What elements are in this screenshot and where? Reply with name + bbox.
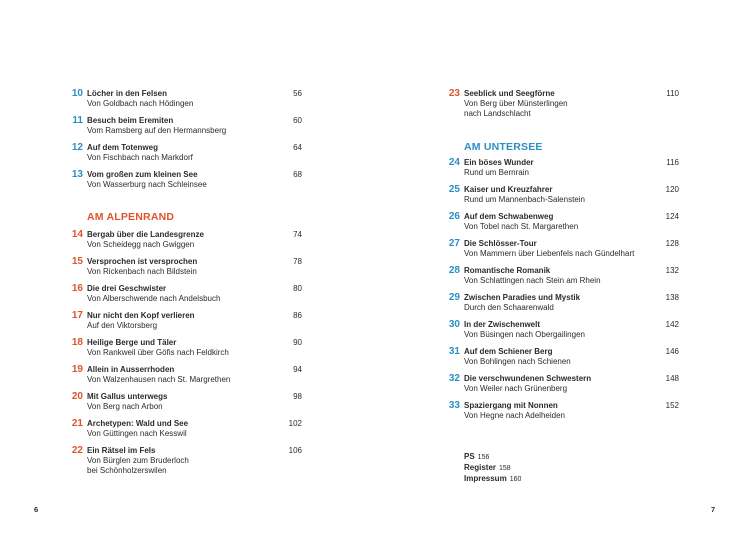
entry-number: 20	[71, 391, 83, 402]
entry-number: 11	[72, 115, 83, 126]
extra-entry-impressum	[464, 474, 521, 485]
entry-title: Ein böses Wunder	[464, 158, 534, 167]
entry-route-continued: nach Landschlacht	[464, 109, 531, 118]
entry-title: Löcher in den Felsen	[87, 89, 168, 98]
entry-number: 24	[448, 157, 460, 168]
entry-page: 68	[293, 170, 302, 179]
entry-page: 64	[293, 143, 302, 152]
entry-title: Romantische Romanik	[464, 266, 551, 275]
entry-number: 23	[448, 88, 460, 99]
entry-route: Von Mammern über Liebenfels nach Gündelhart	[464, 249, 635, 258]
entry-title: Ein Rätsel im Fels	[87, 446, 156, 455]
entry-title: Die drei Geschwister	[87, 284, 167, 293]
entry-route: Von Hegne nach Adelheiden	[464, 411, 565, 420]
entry-route: Von Bürglen zum Bruderloch	[87, 456, 189, 465]
entry-route: Von Goldbach nach Hödingen	[87, 99, 194, 108]
entry-number: 18	[71, 337, 83, 348]
entry-number: 12	[71, 142, 83, 153]
entry-route: Von Schlattingen nach Stein am Rhein	[464, 276, 601, 285]
entry-number: 13	[71, 169, 83, 180]
entry-title: Die verschwundenen Schwestern	[464, 374, 592, 383]
entry-title: Auf dem Schiener Berg	[464, 347, 553, 356]
entry-number: 14	[71, 229, 83, 240]
entry-number: 21	[71, 418, 83, 429]
entry-number: 27	[448, 238, 460, 249]
entry-page: 132	[665, 266, 679, 275]
entry-page: 102	[288, 419, 302, 428]
entry-route: Von Tobel nach St. Margarethen	[464, 222, 579, 231]
entry-page: 142	[665, 320, 679, 329]
entry-page: 78	[293, 257, 302, 266]
entry-number: 33	[448, 400, 460, 411]
extra-entry-register	[464, 463, 511, 474]
entry-title: Nur nicht den Kopf verlieren	[87, 311, 195, 320]
extra-page: 158	[499, 465, 511, 472]
entry-title: Kaiser und Kreuzfahrer	[464, 185, 553, 194]
entry-number: 10	[71, 88, 83, 99]
entry-number: 32	[448, 373, 460, 384]
extra-label: PS	[464, 452, 475, 461]
entry-route: Von Büsingen nach Obergailingen	[464, 330, 585, 339]
section-heading-untersee: AM UNTERSEE	[464, 141, 543, 153]
entry-page: 60	[293, 116, 302, 125]
entry-title: Zwischen Paradies und Mystik	[464, 293, 581, 302]
entry-route: Von Rankweil über Göfis nach Feldkirch	[87, 348, 229, 357]
entry-number: 28	[448, 265, 460, 276]
entry-route: Von Fischbach nach Markdorf	[87, 153, 193, 162]
entry-page: 128	[665, 239, 679, 248]
entry-route: Durch den Schaarenwald	[464, 303, 554, 312]
entry-route: Von Berg nach Arbon	[87, 402, 163, 411]
entry-page: 146	[665, 347, 679, 356]
entry-number: 17	[71, 310, 83, 321]
entry-page: 148	[665, 374, 679, 383]
entry-number: 15	[71, 256, 83, 267]
entry-number: 16	[71, 283, 83, 294]
entry-route: Auf den Viktorsberg	[87, 321, 158, 330]
extra-label: Register	[464, 463, 497, 472]
entry-page: 120	[665, 185, 679, 194]
entry-title: Seeblick und Seegförne	[464, 89, 555, 98]
entry-page: 152	[665, 401, 679, 410]
entry-title: Versprochen ist versprochen	[87, 257, 198, 266]
page-number-left: 6	[34, 505, 39, 514]
entry-route: Von Weiler nach Grünenberg	[464, 384, 568, 393]
entry-route: Von Berg über Münsterlingen	[464, 99, 568, 108]
extra-page: 156	[477, 454, 490, 461]
entry-page: 124	[665, 212, 679, 221]
entry-title: Mit Gallus unterwegs	[87, 392, 168, 401]
extra-entry-ps	[464, 452, 489, 463]
entry-title: Archetypen: Wald und See	[87, 419, 189, 428]
entry-title: Besuch beim Eremiten	[87, 116, 174, 125]
entry-number: 19	[71, 364, 83, 375]
entry-route: Von Walzenhausen nach St. Margrethen	[87, 375, 231, 384]
entry-route: Von Bohlingen nach Schienen	[464, 357, 571, 366]
entry-title: Spaziergang mit Nonnen	[464, 401, 558, 410]
entry-page: 86	[293, 311, 302, 320]
entry-number: 31	[448, 346, 460, 357]
entry-number: 26	[448, 211, 460, 222]
entry-page: 98	[293, 392, 302, 401]
entry-number: 30	[448, 319, 460, 330]
entry-page: 106	[288, 446, 302, 455]
entry-number: 29	[448, 292, 460, 303]
entry-title: Allein in Ausserrhoden	[87, 365, 175, 374]
entry-page: 138	[665, 293, 679, 302]
entry-page: 80	[293, 284, 302, 293]
entry-route-continued: bei Schönholzerswilen	[87, 466, 167, 475]
entry-number: 22	[71, 445, 83, 456]
entry-route: Von Rickenbach nach Bildstein	[87, 267, 197, 276]
entry-title: Bergab über die Landesgrenze	[87, 230, 204, 239]
entry-number: 25	[448, 184, 460, 195]
entry-route: Von Güttingen nach Kesswil	[87, 429, 187, 438]
entry-page: 110	[666, 89, 679, 98]
entry-route: Rund um Bernrain	[464, 168, 529, 177]
entry-page: 116	[666, 158, 679, 167]
entry-page: 74	[293, 230, 302, 239]
entry-title: Auf dem Schwabenweg	[464, 212, 554, 221]
entry-title: In der Zwischenwelt	[464, 320, 541, 329]
entry-title: Heilige Berge und Täler	[87, 338, 177, 347]
entry-route: Vom Ramsberg auf den Hermannsberg	[87, 126, 227, 135]
extra-label: Impressum	[464, 474, 507, 483]
entry-route: Rund um Mannenbach-Salenstein	[464, 195, 585, 204]
entry-route: Von Alberschwende nach Andelsbuch	[87, 294, 221, 303]
page-number-right: 7	[711, 505, 716, 514]
section-heading-alpenrand: AM ALPENRAND	[87, 211, 175, 223]
entry-page: 94	[293, 365, 302, 374]
entry-title: Vom großen zum kleinen See	[87, 170, 198, 179]
entry-title: Auf dem Totenweg	[87, 143, 158, 152]
extra-page: 160	[509, 476, 522, 483]
entry-route: Von Scheidegg nach Gwiggen	[87, 240, 195, 249]
entry-page: 90	[293, 338, 302, 347]
entry-route: Von Wasserburg nach Schleinsee	[87, 180, 207, 189]
entry-page: 56	[293, 89, 302, 98]
entry-title: Die Schlösser-Tour	[464, 239, 537, 248]
